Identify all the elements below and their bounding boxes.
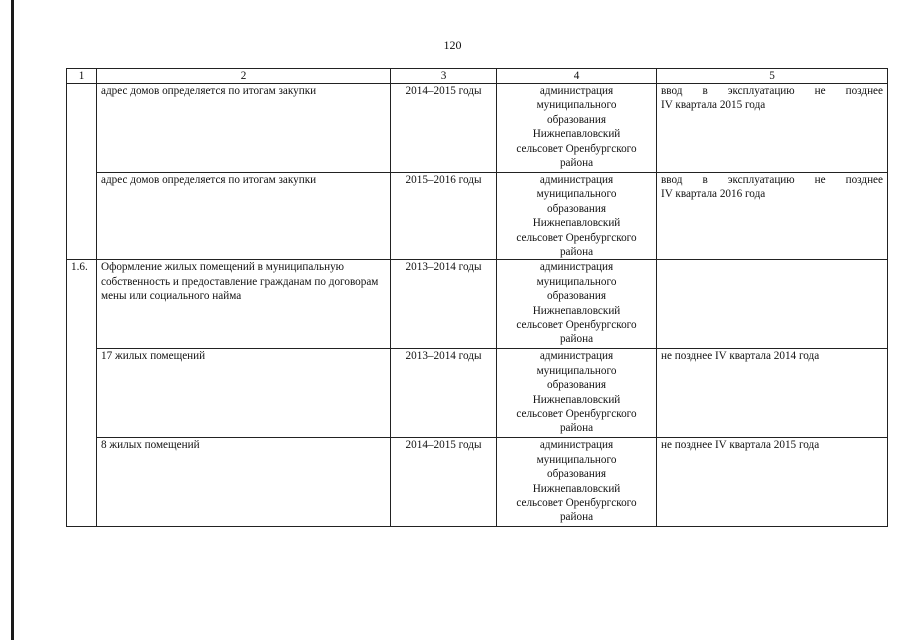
- row-executor: [497, 260, 657, 349]
- executor-line: района: [559, 511, 594, 524]
- deadline-line: ввод в эксплуатацию не позднее: [661, 85, 883, 97]
- executor-line: района: [559, 422, 594, 435]
- executor-line: Нижнепавловский: [532, 393, 621, 406]
- table-row: [67, 260, 888, 349]
- row-number-cell: 1.6.: [67, 260, 97, 527]
- executor-line: сельсовет Оренбургского: [516, 231, 637, 244]
- executor-line: сельсовет Оренбургского: [516, 408, 637, 421]
- program-table: [66, 68, 888, 527]
- row-period: 2013–2014 годы: [391, 349, 497, 438]
- executor-line: администрация: [539, 439, 614, 452]
- row-period: 2014–2015 годы: [391, 438, 497, 527]
- executor-line: муниципального: [536, 364, 617, 377]
- executor-line: Нижнепавловский: [532, 128, 621, 141]
- row-description: 17 жилых помещений: [97, 349, 391, 438]
- executor-line: образования: [546, 379, 606, 392]
- executor-line: администрация: [539, 261, 614, 274]
- header-col-1: 1: [67, 69, 97, 84]
- executor-line: образования: [546, 468, 606, 481]
- executor-line: Нижнепавловский: [532, 304, 621, 317]
- executor-line: муниципального: [536, 188, 617, 201]
- row-deadline: [657, 173, 888, 260]
- executor-line: муниципального: [536, 275, 617, 288]
- executor-line: района: [559, 157, 594, 170]
- row-description: адрес домов определяется по итогам закупки: [97, 173, 391, 260]
- row-deadline: [657, 260, 888, 349]
- executor-line: образования: [546, 202, 606, 215]
- deadline-line: не позднее IV квартала 2015 года: [661, 439, 820, 452]
- table-row: [67, 349, 888, 438]
- table-row: [67, 84, 888, 173]
- executor-line: Нижнепавловский: [532, 482, 621, 495]
- deadline-line: IV квартала 2016 года: [661, 188, 766, 201]
- executor-line: образования: [546, 113, 606, 126]
- executor-line: района: [559, 246, 594, 259]
- header-col-3: 3: [391, 69, 497, 84]
- row-deadline: [657, 84, 888, 173]
- row-executor: [497, 173, 657, 260]
- executor-line: сельсовет Оренбургского: [516, 142, 637, 155]
- header-col-5: 5: [657, 69, 888, 84]
- row-executor: [497, 84, 657, 173]
- deadline-line: IV квартала 2015 года: [661, 99, 766, 112]
- table-row: [67, 173, 888, 260]
- row-deadline: [657, 438, 888, 527]
- executor-line: администрация: [539, 174, 614, 186]
- row-period: 2013–2014 годы: [391, 260, 497, 349]
- header-row: [67, 69, 888, 84]
- executor-line: администрация: [539, 350, 614, 363]
- scan-edge-border: [11, 0, 14, 640]
- executor-line: образования: [546, 290, 606, 303]
- row-period: 2015–2016 годы: [391, 173, 497, 260]
- page-number: 120: [443, 38, 462, 52]
- row-description: 8 жилых помещений: [97, 438, 391, 527]
- executor-line: сельсовет Оренбургского: [516, 319, 637, 332]
- executor-line: Нижнепавловский: [532, 217, 621, 230]
- deadline-line: ввод в эксплуатацию не позднее: [661, 174, 883, 186]
- executor-line: района: [559, 333, 594, 346]
- row-period: 2014–2015 годы: [391, 84, 497, 173]
- deadline-line: не позднее IV квартала 2014 года: [661, 350, 820, 363]
- row-executor: [497, 349, 657, 438]
- row-deadline: [657, 349, 888, 438]
- header-col-4: 4: [497, 69, 657, 84]
- row-number-cell: [67, 84, 97, 260]
- header-col-2: 2: [97, 69, 391, 84]
- table-row: [67, 438, 888, 527]
- executor-line: муниципального: [536, 453, 617, 466]
- row-executor: [497, 438, 657, 527]
- row-description: адрес домов определяется по итогам закупки: [97, 84, 391, 173]
- row-description: Оформление жилых помещений в муниципальную собственность и предоставление гражданам по договорам мены или социального найма: [97, 260, 391, 349]
- executor-line: муниципального: [536, 99, 617, 112]
- executor-line: сельсовет Оренбургского: [516, 497, 637, 510]
- executor-line: администрация: [539, 85, 614, 97]
